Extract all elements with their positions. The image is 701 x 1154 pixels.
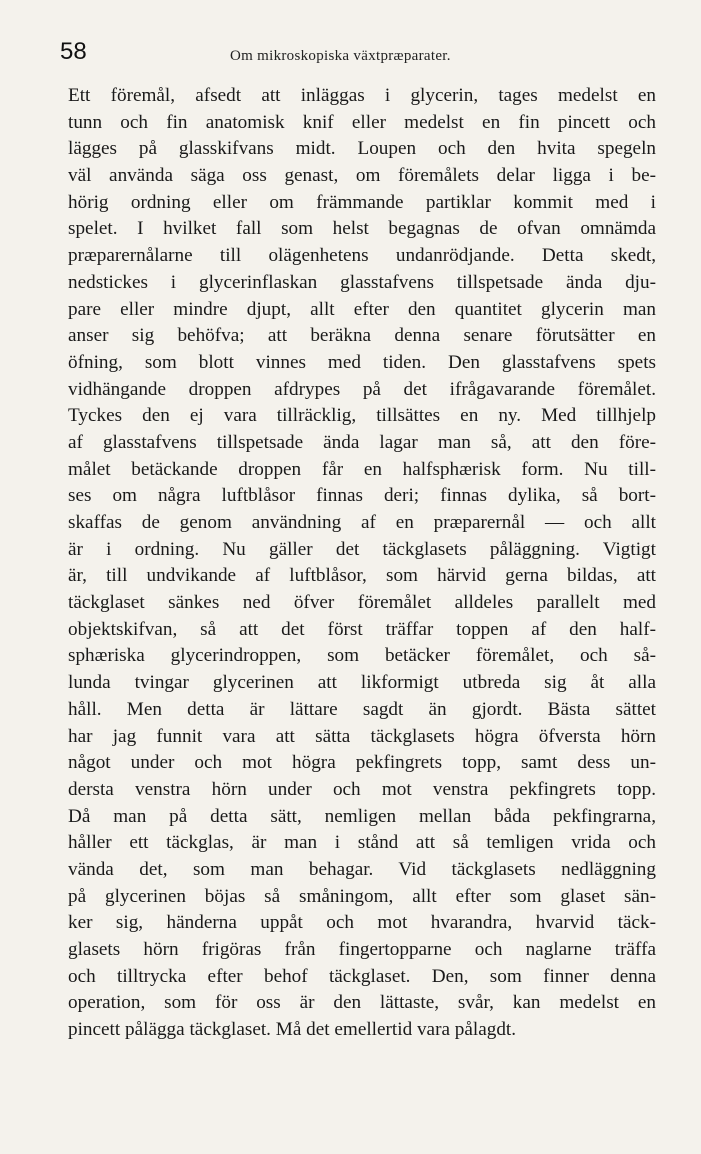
page-number: 58 <box>60 38 87 65</box>
text-line: ker sig, händerna uppåt och mot hvarandra, hvarvid täck- <box>68 912 656 934</box>
text-line: hörig ordning eller om främmande partiklar kommit med i <box>68 191 656 213</box>
text-line: præparernålarne till olägenhetens undanrödjande. Detta skedt, <box>68 245 656 267</box>
text-line: anser sig behöfva; att beräkna denna senare förutsätter en <box>68 325 656 347</box>
text-line: Ett föremål, afsedt att inläggas i glycerin, tages medelst en <box>68 85 656 106</box>
text-line: håll. Men detta är lättare sagdt än gjordt. Bästa sättet <box>68 698 656 720</box>
text-line: tunn och fin anatomisk knif eller medelst en fin pincett och <box>68 111 656 133</box>
text-line: lunda tvingar glycerinen att likformigt utbreda sig åt alla <box>68 672 656 694</box>
text-line: väl använda säga oss genast, om föremålets delar ligga i be- <box>68 165 656 187</box>
text-line: Då man på detta sätt, nemligen mellan båda pekfingrarna, <box>68 805 656 827</box>
body-text <box>68 83 656 1044</box>
text-line: målet betäckande droppen får en halfsphærisk form. Nu till- <box>68 458 656 480</box>
running-title: Om mikroskopiska växtpræparater. <box>230 48 451 64</box>
running-head <box>60 38 650 72</box>
text-line: glasets hörn frigöras från fingertopparne och naglarne träffa <box>68 939 656 960</box>
text-line: pare eller mindre djupt, allt efter den quantitet glycerin man <box>68 298 656 320</box>
text-line: något under och mot högra pekfingrets topp, samt dess un- <box>68 752 656 774</box>
text-line: spelet. I hvilket fall som helst begagnas de ofvan omnämda <box>68 218 656 240</box>
text-line: är, till undvikande af luftblåsor, som härvid gerna bildas, att <box>68 565 656 587</box>
text-line: sphæriska glycerindroppen, som betäcker föremålet, och så- <box>68 645 656 667</box>
text-line: af glasstafvens tillspetsade ända lagar man så, att den före- <box>68 431 656 453</box>
text-line: är i ordning. Nu gäller det täckglasets påläggning. Vigtigt <box>68 538 656 560</box>
text-line: täckglaset sänkes ned öfver föremålet alldeles parallelt med <box>68 592 656 614</box>
text-line: vidhängande droppen afdrypes på det ifrågavarande föremålet. <box>68 378 656 400</box>
text-line: lägges på glasskifvans midt. Loupen och den hvita spegeln <box>68 138 656 160</box>
text-line: Tyckes den ej vara tillräcklig, tillsättes en ny. Med tillhjelp <box>68 405 656 427</box>
text-line: håller ett täckglas, är man i stånd att så temligen vrida och <box>68 832 656 854</box>
text-line: och tilltrycka efter behof täckglaset. Den, som finner denna <box>68 965 656 987</box>
text-line: skaffas de genom användning af en præparernål — och allt <box>68 512 656 533</box>
text-line: ses om några luftblåsor finnas deri; finnas dylika, så bort- <box>68 485 656 507</box>
text-line-last: pincett pålägga täckglaset. Må det emellertid vara pålagdt. <box>68 1019 517 1041</box>
text-line: objektskifvan, så att det först träffar toppen af den half- <box>68 618 656 640</box>
text-line: vända det, som man behagar. Vid täckglasets nedläggning <box>68 858 656 880</box>
text-line: operation, som för oss är den lättaste, svår, kan medelst en <box>68 992 656 1014</box>
text-line: på glycerinen böjas så småningom, allt efter som glaset sän- <box>68 885 656 907</box>
text-line: har jag funnit vara att sätta täckglasets högra öfversta hörn <box>68 725 656 747</box>
text-line: nedstickes i glycerinflaskan glasstafvens tillspetsade ända dju- <box>68 271 656 293</box>
text-line: öfning, som blott vinnes med tiden. Den glasstafvens spets <box>68 351 656 373</box>
text-line: dersta venstra hörn under och mot venstra pekfingrets topp. <box>68 778 656 800</box>
